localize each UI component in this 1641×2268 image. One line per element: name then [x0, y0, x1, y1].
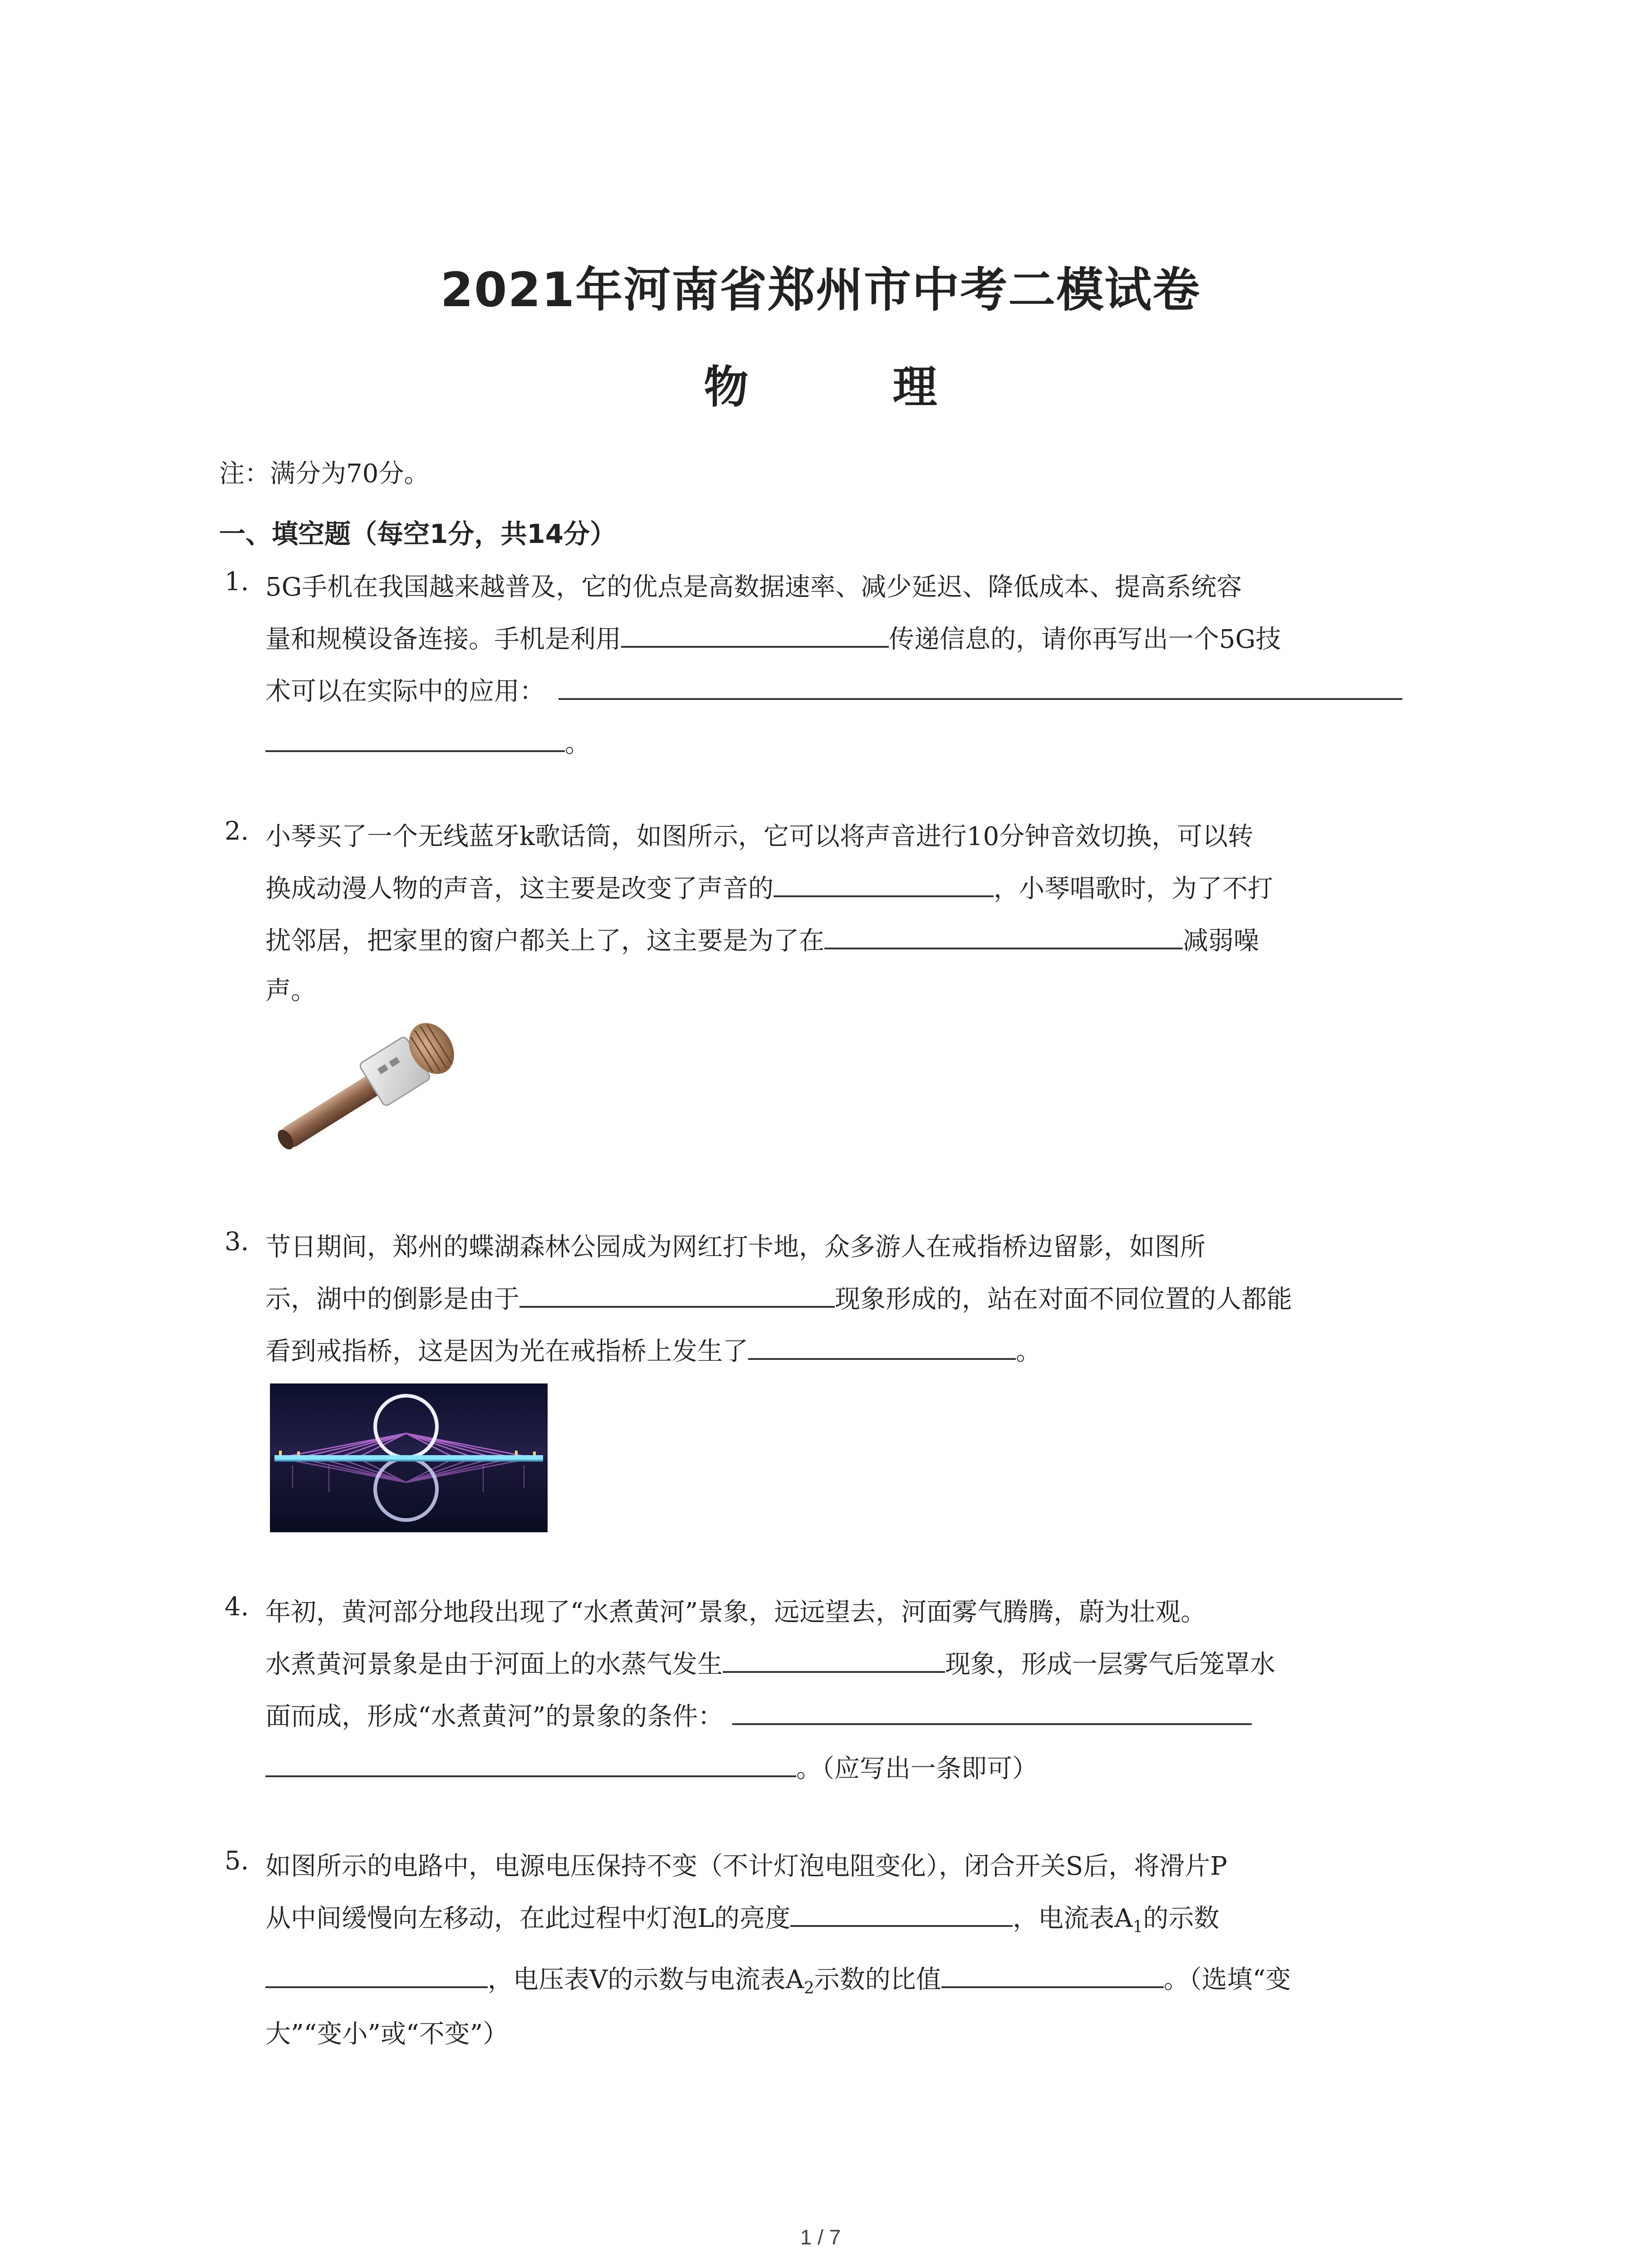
question-text: 的示数 [1143, 1904, 1220, 1933]
question-text: 示，湖中的倒影是由于 [265, 1285, 519, 1314]
question-text-line [265, 1696, 1252, 1733]
question-text-line [265, 1898, 1220, 1936]
question-text-line [265, 921, 1259, 957]
answer-blank[interactable] [265, 1754, 796, 1777]
question-text: 术可以在实际中的应用： [265, 677, 545, 706]
question-text: 大”“变小”或“不变”） [265, 2019, 509, 2049]
question-text: 年初，黄河部分地段出现了“水煮黄河”景象，远远望去，河面雾气腾腾，蔚为壮观。 [265, 1598, 1206, 1627]
exam-title: 2021年河南省郑州市中考二模试卷 [440, 262, 1201, 318]
question-text: 。 [565, 729, 590, 758]
question-text: 如图所示的电路中，电源电压保持不变（不计灯泡电阻变化），闭合开关S后，将滑片P [265, 1852, 1228, 1881]
question-text-line [265, 619, 1281, 655]
answer-blank[interactable] [732, 1701, 1252, 1725]
question-text: 量和规模设备连接。手机是利用 [265, 625, 621, 654]
question-text: 传递信息的，请你再写出一个5G技 [889, 625, 1281, 654]
question-text-line [265, 1644, 1275, 1681]
question-text-line [265, 1749, 1038, 1785]
question-text: 示数的比值 [814, 1965, 941, 1994]
question-text: 面而成，形成“水煮黄河”的景象的条件： [265, 1702, 724, 1731]
exam-note: 注：满分为70分。 [219, 459, 430, 489]
question-text: 声。 [265, 976, 316, 1006]
question-text: 扰邻居，把家里的窗户都关上了，这主要是为了在 [265, 926, 824, 956]
question-text: ，电压表V的示数与电流表A [488, 1965, 804, 1994]
question-number: 2. [225, 816, 249, 846]
answer-blank[interactable] [265, 1965, 488, 1988]
answer-blank[interactable] [723, 1649, 945, 1673]
answer-blank[interactable] [941, 1965, 1164, 1988]
answer-blank[interactable] [748, 1336, 1016, 1360]
question-text: 。 [1016, 1337, 1041, 1366]
question-text: ，电流表A [1013, 1904, 1133, 1933]
answer-blank[interactable] [824, 926, 1183, 949]
question-text: 小琴买了一个无线蓝牙k歌话筒，如图所示，它可以将声音进行10分钟音效切换，可以转 [265, 822, 1254, 851]
question-text: ，小琴唱歌时，为了不打 [994, 874, 1273, 904]
answer-blank[interactable] [621, 624, 889, 648]
answer-blank[interactable] [558, 676, 1402, 700]
answer-blank[interactable] [519, 1284, 835, 1308]
answer-blank[interactable] [774, 874, 994, 897]
question-text: 从中间缓慢向左移动，在此过程中灯泡L的亮度 [265, 1904, 791, 1933]
question-text: 减弱噪 [1183, 926, 1259, 956]
question-text-line [265, 1331, 1041, 1368]
question-text-line [265, 723, 590, 760]
subscript: 1 [1132, 1918, 1143, 1937]
question-text-line [265, 1960, 1291, 1998]
question-text-line [265, 869, 1273, 905]
question-text: 看到戒指桥，这是因为光在戒指桥上发生了 [265, 1337, 748, 1366]
question-number: 4. [225, 1592, 249, 1622]
question-text: 现象形成的，站在对面不同位置的人都能 [835, 1285, 1292, 1314]
answer-blank[interactable] [790, 1903, 1013, 1927]
answer-blank[interactable] [265, 728, 565, 752]
question-text: 。（应写出一条即可） [796, 1754, 1038, 1784]
question-text: 。（选填“变 [1163, 1965, 1291, 1994]
question-text: 水煮黄河景象是由于河面上的水蒸气发生 [265, 1650, 723, 1679]
question-text: 换成动漫人物的声音，这主要是改变了声音的 [265, 874, 774, 904]
exam-subject: 物 理 [704, 362, 987, 413]
microphone-figure [263, 1012, 463, 1166]
question-number: 5. [225, 1846, 249, 1876]
section-title: 一、填空题（每空1分，共14分） [219, 518, 617, 549]
question-text-line [265, 671, 1402, 708]
ring-bridge-figure [270, 1383, 548, 1532]
question-number: 3. [225, 1227, 249, 1256]
page-number: 1 / 7 [800, 2225, 841, 2249]
question-text: 5G手机在我国越来越普及，它的优点是高数据速率、减少延迟、降低成本、提高系统容 [265, 572, 1242, 602]
question-number: 1. [225, 567, 249, 596]
question-text-line [265, 1279, 1292, 1315]
question-text: 现象，形成一层雾气后笼罩水 [945, 1650, 1275, 1679]
subscript: 2 [803, 1979, 814, 1998]
question-text: 节日期间，郑州的蝶湖森林公园成为网红打卡地，众多游人在戒指桥边留影，如图所 [265, 1232, 1205, 1262]
